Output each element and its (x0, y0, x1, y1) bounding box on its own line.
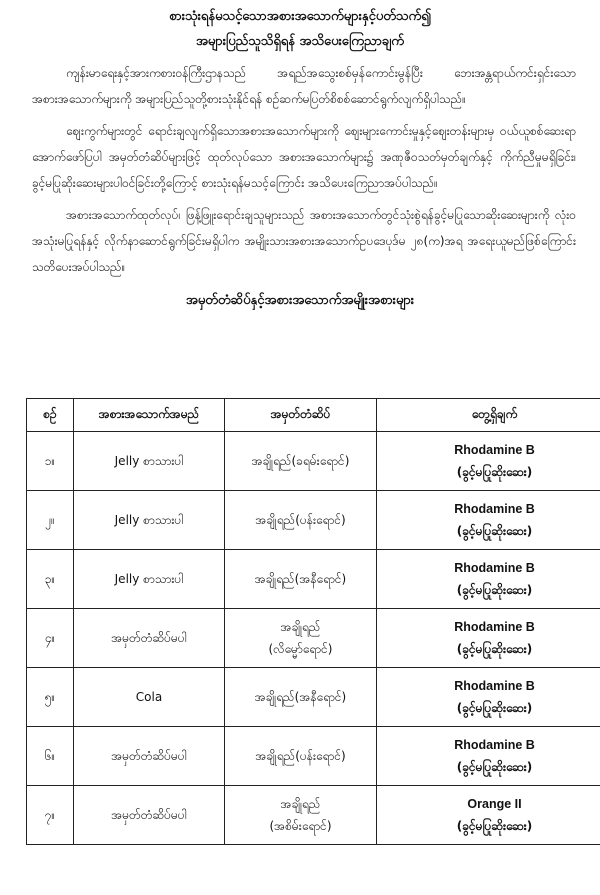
finding-note: (ခွင့်မပြုဆိုးဆေး) (456, 819, 533, 833)
table-row (27, 668, 600, 727)
cell-serial: ၁။ (27, 432, 74, 491)
cell-finding (377, 432, 600, 491)
cell-food-name: Jelly စာသားပါ (74, 432, 225, 491)
cell-serial: ၄။ (27, 609, 74, 668)
finding-chemical: Rhodamine B (454, 738, 535, 752)
cell-serial: ၆။ (27, 727, 74, 786)
cell-finding (377, 609, 600, 668)
finding-chemical: Orange II (467, 797, 522, 811)
finding-chemical: Rhodamine B (454, 620, 535, 634)
cell-brand (225, 786, 377, 845)
header-finding: တွေ့ရှိချက် (377, 399, 600, 432)
cell-food-name: အမှတ်တံဆိပ်မပါ (74, 727, 225, 786)
table-row (27, 550, 600, 609)
cell-finding (377, 668, 600, 727)
table-row (27, 786, 600, 845)
cell-food-name: အမှတ်တံဆိပ်မပါ (74, 786, 225, 845)
cell-serial: ၃။ (27, 550, 74, 609)
table-body (27, 432, 600, 845)
finding-chemical: Rhodamine B (454, 679, 535, 693)
header-food-name: အစားအသောက်အမည် (74, 399, 225, 432)
cell-food-name: Jelly စာသားပါ (74, 550, 225, 609)
table-title: အမှတ်တံဆိပ်နှင့်အစားအသောက်အမျိုးအစားများ (185, 293, 415, 308)
findings-table (26, 398, 600, 845)
brand-text: (လိမ္မော်ရောင်) (268, 642, 333, 656)
paragraph-1: ကျန်းမာရေးနှင့်အားကစားဝန်ကြီးဌာနသည် အရည်အသွေးစစ်မှန်ကောင်းမွန်ပြီး ဘေးအန္တရာယ်ကင်းရှင်းသော အစားအသောက်များကို အများပြည်သူတို့စားသုံးနိုင်ရန် စဥ်ဆက်မပြတ်စိစစ်ဆောင်ရွက်လျက်ရှိပါသည်။ (32, 66, 576, 106)
paragraph-3: အစားအသောက်ထုတ်လုပ်၊ ဖြန့်ဖြူးရောင်းချသူများသည် အစားအသောက်တွင်သုံးစွဲရန်ခွင့်မပြုသောဆိုးဆေးများကို လုံးဝအသုံးမပြုရန်နှင့် လိုက်နာဆောင်ရွက်ခြင်းမရှိပါက အမျိုးသားအစားအသောက်ဥပဒေပုဒ်မ ၂၈(က)အရ အရေးယူမည်ဖြစ်ကြောင်း သတိပေးအပ်ပါသည်။ (32, 208, 576, 274)
cell-finding (377, 786, 600, 845)
brand-text: (အစိမ်းရောင်) (269, 819, 332, 833)
finding-note: (ခွင့်မပြုဆိုးဆေး) (456, 701, 533, 715)
cell-food-name: Jelly စာသားပါ (74, 491, 225, 550)
cell-brand (225, 432, 377, 491)
finding-note: (ခွင့်မပြုဆိုးဆေး) (456, 642, 533, 656)
cell-brand (225, 491, 377, 550)
finding-chemical: Rhodamine B (454, 502, 535, 516)
document-title-line-1: စားသုံးရန်မသင့်သောအစားအသောက်များနှင့်ပတ်သက်၍ (169, 9, 431, 24)
cell-finding (377, 550, 600, 609)
cell-food-name: အမှတ်တံဆိပ်မပါ (74, 609, 225, 668)
brand-text: အချိုရည်(ပန်းရောင်) (255, 513, 346, 527)
cell-brand (225, 609, 377, 668)
cell-serial: ၇။ (27, 786, 74, 845)
finding-chemical: Rhodamine B (454, 561, 535, 575)
finding-chemical: Rhodamine B (454, 443, 535, 457)
finding-note: (ခွင့်မပြုဆိုးဆေး) (456, 465, 533, 479)
brand-text: အချိုရည် (280, 797, 321, 811)
cell-finding (377, 727, 600, 786)
paragraph-2: ဈေးကွက်များတွင် ရောင်းချလျက်ရှိသောအစားအသောက်များကို ဈေးများကောင်းမှုနှင့်ဈေးတန်းများမှ ဝယ်ယူစစ်ဆေးရာ အောက်ဖော်ပြပါ အမှတ်တံဆိပ်များဖြင့် ထုတ်လုပ်သော အစားအသောက်များ၌ အဏုဇီဝသတ်မှတ်ချက်နှင့် ကိုက်ညီမှုမရှိခြင်း၊ ခွင့်မပြုဆိုးဆေးများပါဝင်ခြင်းတို့ကြောင့် စားသုံးရန်မသင့်ကြောင်း အသိပေးကြေညာအပ်ပါသည်။ (32, 124, 576, 190)
finding-note: (ခွင့်မပြုဆိုးဆေး) (456, 524, 533, 538)
document-title-line-2: အများပြည်သူသိရှိရန် အသိပေးကြေညာချက် (195, 34, 405, 49)
finding-note: (ခွင့်မပြုဆိုးဆေး) (456, 583, 533, 597)
table-row (27, 491, 600, 550)
header-serial: စဥ် (27, 399, 74, 432)
cell-serial: ၅။ (27, 668, 74, 727)
finding-note: (ခွင့်မပြုဆိုးဆေး) (456, 760, 533, 774)
table-row (27, 432, 600, 491)
cell-brand (225, 550, 377, 609)
cell-finding (377, 491, 600, 550)
brand-text: အချိုရည် (280, 620, 321, 634)
cell-serial: ၂။ (27, 491, 74, 550)
brand-text: အချိုရည်(ပန်းရောင်) (255, 749, 346, 763)
cell-brand (225, 727, 377, 786)
header-brand: အမှတ်တံဆိပ် (225, 399, 377, 432)
table-row (27, 727, 600, 786)
cell-brand (225, 668, 377, 727)
brand-text: အချိုရည်(ခရမ်းရောင်) (251, 454, 350, 468)
table-row (27, 609, 600, 668)
cell-food-name: Cola (74, 668, 225, 727)
table-header-row (27, 399, 600, 432)
brand-text: အချိုရည်(အနီရောင်) (254, 690, 347, 704)
brand-text: အချိုရည်(အနီရောင်) (254, 572, 347, 586)
